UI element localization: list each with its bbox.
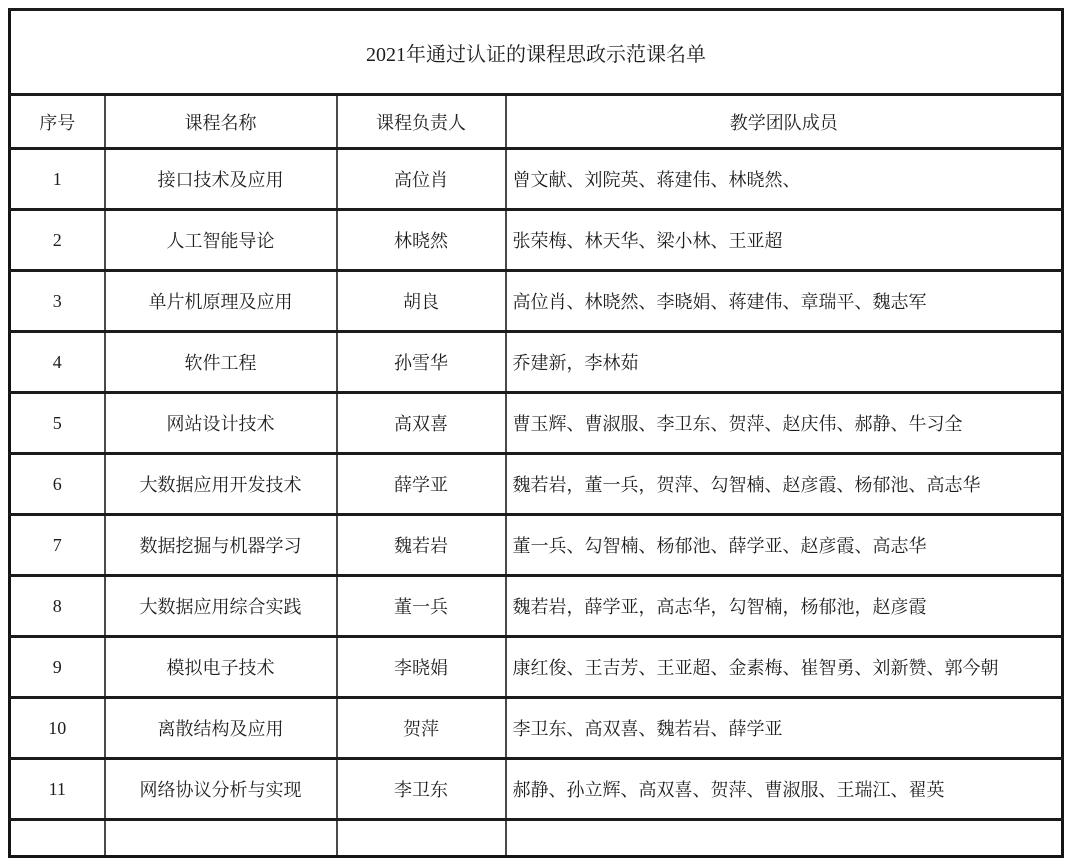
course-leader-cell: 薛学亚 bbox=[337, 454, 506, 515]
course-name-cell-empty bbox=[105, 820, 337, 857]
column-header-teaching-team: 教学团队成员 bbox=[506, 95, 1063, 149]
course-name-cell: 网络协议分析与实现 bbox=[105, 759, 337, 820]
teaching-team-cell-empty bbox=[506, 820, 1063, 857]
table-row-partial-clipped bbox=[10, 820, 1063, 857]
teaching-team-cell: 董一兵、勾智楠、杨郁池、薛学亚、赵彦霞、高志华 bbox=[506, 515, 1063, 576]
course-leader-cell: 李卫东 bbox=[337, 759, 506, 820]
course-leader-cell-empty bbox=[337, 820, 506, 857]
teaching-team-cell: 李卫东、高双喜、魏若岩、薛学亚 bbox=[506, 698, 1063, 759]
course-leader-cell: 林晓然 bbox=[337, 210, 506, 271]
course-name-cell: 接口技术及应用 bbox=[105, 149, 337, 210]
course-name-cell: 大数据应用开发技术 bbox=[105, 454, 337, 515]
table-row bbox=[10, 454, 1063, 515]
course-name-cell: 人工智能导论 bbox=[105, 210, 337, 271]
course-leader-cell: 胡良 bbox=[337, 271, 506, 332]
teaching-team-cell: 郝静、孙立辉、高双喜、贺萍、曹淑服、王瑞江、翟英 bbox=[506, 759, 1063, 820]
serial-number-cell: 9 bbox=[10, 637, 105, 698]
teaching-team-cell: 曹玉辉、曹淑服、李卫东、贺萍、赵庆伟、郝静、牛习全 bbox=[506, 393, 1063, 454]
course-name-cell: 模拟电子技术 bbox=[105, 637, 337, 698]
column-header-serial-number: 序号 bbox=[10, 95, 105, 149]
course-name-cell: 单片机原理及应用 bbox=[105, 271, 337, 332]
table-header-row bbox=[10, 95, 1063, 149]
course-name-cell: 软件工程 bbox=[105, 332, 337, 393]
table-row bbox=[10, 759, 1063, 820]
serial-number-cell: 8 bbox=[10, 576, 105, 637]
serial-number-cell: 1 bbox=[10, 149, 105, 210]
table-row bbox=[10, 393, 1063, 454]
serial-number-cell: 4 bbox=[10, 332, 105, 393]
teaching-team-cell: 魏若岩，薛学亚，高志华，勾智楠，杨郁池，赵彦霞 bbox=[506, 576, 1063, 637]
course-name-cell: 离散结构及应用 bbox=[105, 698, 337, 759]
column-header-course-leader: 课程负责人 bbox=[337, 95, 506, 149]
table-row bbox=[10, 515, 1063, 576]
course-name-cell: 数据挖掘与机器学习 bbox=[105, 515, 337, 576]
serial-number-cell: 11 bbox=[10, 759, 105, 820]
serial-number-cell: 7 bbox=[10, 515, 105, 576]
course-name-cell: 大数据应用综合实践 bbox=[105, 576, 337, 637]
document-page bbox=[8, 8, 1064, 858]
table-row bbox=[10, 576, 1063, 637]
table-row bbox=[10, 637, 1063, 698]
serial-number-cell: 5 bbox=[10, 393, 105, 454]
serial-number-cell-empty bbox=[10, 820, 105, 857]
table-row bbox=[10, 271, 1063, 332]
table-body bbox=[10, 149, 1063, 820]
teaching-team-cell: 高位肖、林晓然、李晓娟、蒋建伟、章瑞平、魏志军 bbox=[506, 271, 1063, 332]
course-leader-cell: 魏若岩 bbox=[337, 515, 506, 576]
course-leader-cell: 李晓娟 bbox=[337, 637, 506, 698]
teaching-team-cell: 乔建新，李林茹 bbox=[506, 332, 1063, 393]
serial-number-cell: 2 bbox=[10, 210, 105, 271]
certified-courses-table bbox=[8, 8, 1064, 858]
teaching-team-cell: 魏若岩，董一兵，贺萍、勾智楠、赵彦霞、杨郁池、高志华 bbox=[506, 454, 1063, 515]
serial-number-cell: 6 bbox=[10, 454, 105, 515]
table-row bbox=[10, 698, 1063, 759]
column-header-course-name: 课程名称 bbox=[105, 95, 337, 149]
course-leader-cell: 董一兵 bbox=[337, 576, 506, 637]
course-name-cell: 网站设计技术 bbox=[105, 393, 337, 454]
course-leader-cell: 高位肖 bbox=[337, 149, 506, 210]
course-leader-cell: 高双喜 bbox=[337, 393, 506, 454]
teaching-team-cell: 康红俊、王吉芳、王亚超、金素梅、崔智勇、刘新赞、郭今朝 bbox=[506, 637, 1063, 698]
table-row bbox=[10, 332, 1063, 393]
serial-number-cell: 3 bbox=[10, 271, 105, 332]
page-title: 2021年通过认证的课程思政示范课名单 bbox=[10, 10, 1063, 95]
course-leader-cell: 贺萍 bbox=[337, 698, 506, 759]
table-row bbox=[10, 210, 1063, 271]
serial-number-cell: 10 bbox=[10, 698, 105, 759]
course-leader-cell: 孙雪华 bbox=[337, 332, 506, 393]
teaching-team-cell: 曾文献、刘院英、蒋建伟、林晓然、 bbox=[506, 149, 1063, 210]
table-row bbox=[10, 149, 1063, 210]
table-title-row bbox=[10, 10, 1063, 95]
teaching-team-cell: 张荣梅、林天华、梁小林、王亚超 bbox=[506, 210, 1063, 271]
